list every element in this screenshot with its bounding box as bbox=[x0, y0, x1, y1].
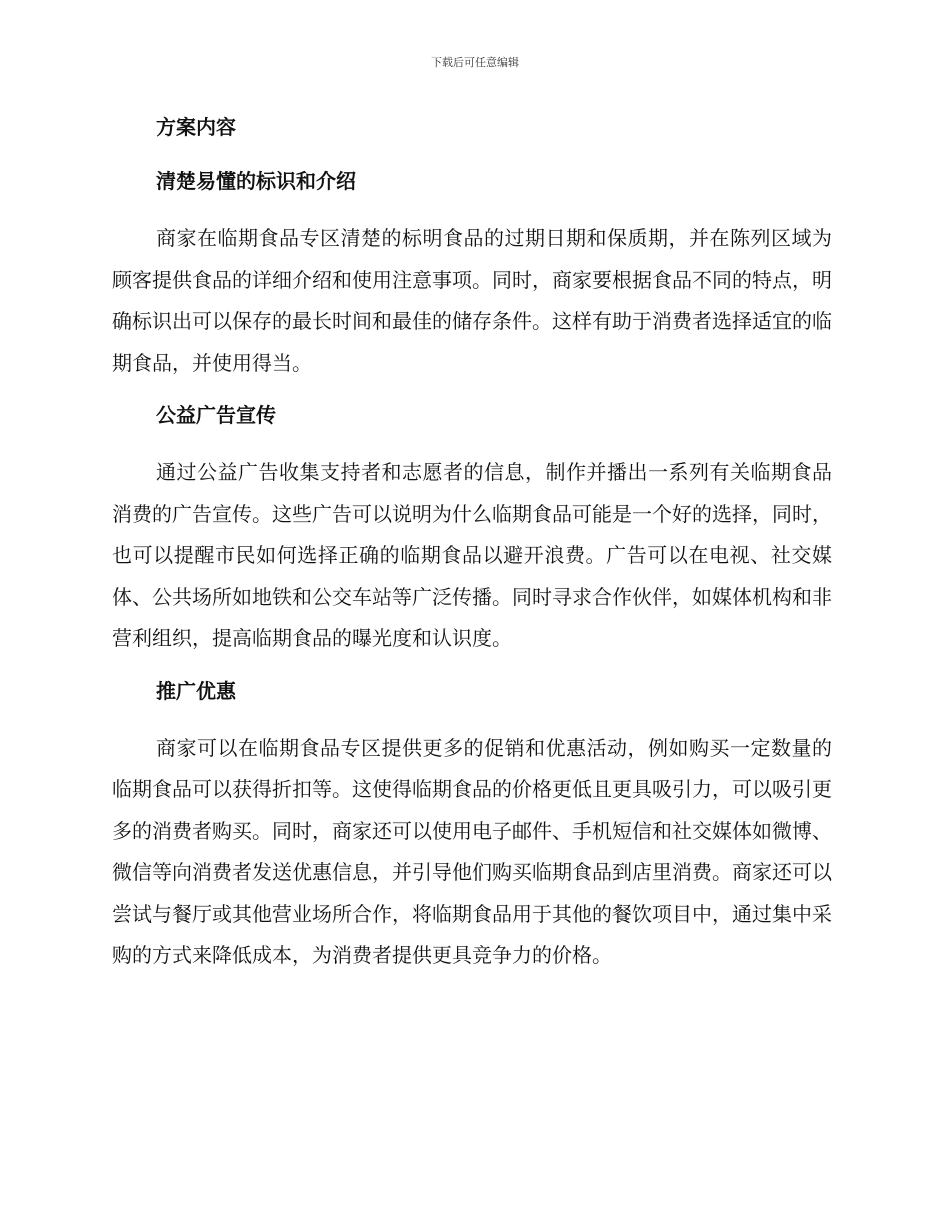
section-paragraph-labeling: 商家在临期食品专区清楚的标明食品的过期日期和保质期，并在陈列区域为顾客提供食品的详细介绍和使用注意事项。同时，商家要根据食品不同的特点，明确标识出可以保存的最长时间和最佳的储存条件。这样有助于消费者选择适宜的临期食品，并使用得当。 bbox=[112, 226, 832, 375]
page-header-note: 下载后可任意编辑 bbox=[431, 56, 519, 69]
section-heading-ads: 公益广告宣传 bbox=[156, 403, 276, 427]
section-heading-plan: 方案内容 bbox=[156, 115, 236, 139]
document-body bbox=[112, 110, 832, 991]
section-heading-labeling: 清楚易懂的标识和介绍 bbox=[156, 169, 356, 193]
section-paragraph-promotion: 商家可以在临期食品专区提供更多的促销和优惠活动，例如购买一定数量的临期食品可以获得折扣等。这使得临期食品的价格更低且更具吸引力，可以吸引更多的消费者购买。同时，商家还可以使用电子邮件、手机短信和社交媒体如微博、微信等向消费者发送优惠信息，并引导他们购买临期食品到店里消费。商家还可以尝试与餐厅或其他营业场所合作，将临期食品用于其他的餐饮项目中，通过集中采购的方式来降低成本，为消费者提供更具竞争力的价格。 bbox=[112, 735, 832, 967]
section-heading-promotion: 推广优惠 bbox=[156, 678, 236, 703]
section-paragraph-ads: 通过公益广告收集支持者和志愿者的信息，制作并播出一系列有关临期食品消费的广告宣传。这些广告可以说明为什么临期食品可能是一个好的选择，同时，也可以提醒市民如何选择正确的临期食品以避开浪费。广告可以在电视、社交媒体、公共场所如地铁和公交车站等广泛传播。同时寻求合作伙伴，如媒体机构和非营利组织，提高临期食品的曝光度和认识度。 bbox=[112, 460, 832, 650]
